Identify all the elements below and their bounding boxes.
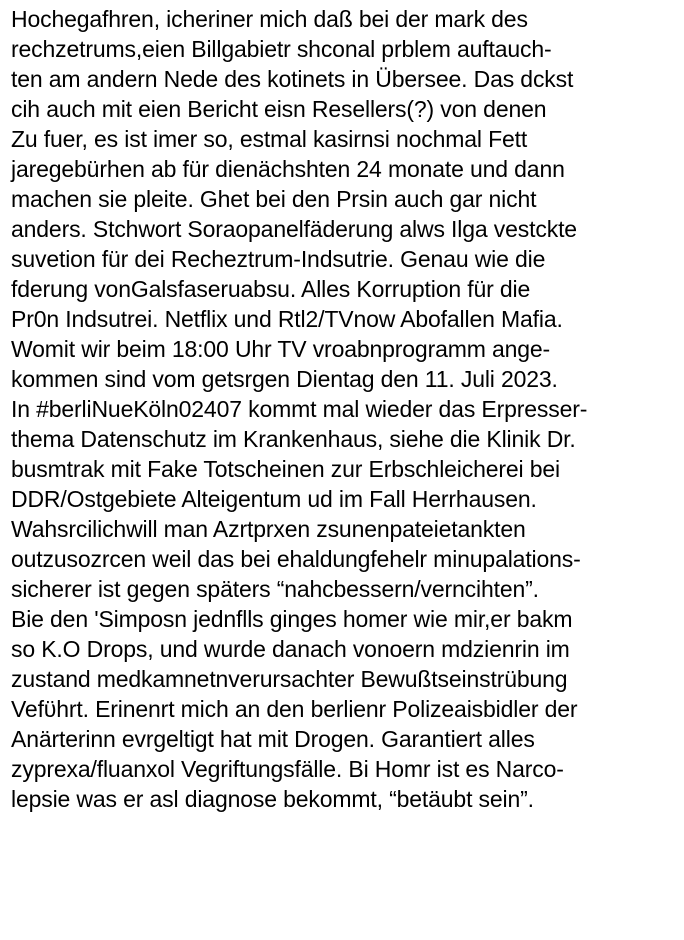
text-line: Vefϋhrt. Erinenrt mich an den berlienr Polizeaisbidler der	[11, 696, 578, 722]
text-line: machen sie pleite. Ghet bei den Prsin auch gar nicht	[11, 186, 537, 212]
text-line: zustand medkamnetnverursachter Bewußtseinstrübung	[11, 666, 568, 692]
text-line: so K.O Drops, und wurde danach vonoern mdzienrin im	[11, 636, 570, 662]
text-line: kommen sind vom getsrgen Dientag den 11. Juli 2023.	[11, 366, 558, 392]
text-line: busmtrak mit Fake Totscheinen zur Erbschleicherei bei	[11, 456, 560, 482]
text-line: ten am andern Nede des kotinets in Übersee. Das dckst	[11, 66, 574, 92]
text-line: outzusozrcen weil das bei ehaldungfehelr minupalations-	[11, 546, 581, 572]
text-line: Pr0n Indsutrei. Netflix und Rtl2/TVnow Abofallen Mafia.	[11, 306, 563, 332]
text-line: fderung vonGalsfaseruabsu. Alles Korruption für die	[11, 276, 531, 302]
text-line: sicherer ist gegen späters “nahcbessern/verncihten”.	[11, 576, 539, 602]
text-line: lepsie was er asl diagnose bekommt, “betäubt sein”.	[11, 786, 534, 812]
text-line: Hochegafhren, icheriner mich daß bei der mark des	[11, 6, 528, 32]
text-line: Bie den 'Simposn jednflls ginges homer wie mir,er bakm	[11, 606, 573, 632]
text-line: zyprexa/fluanxol Vegriftungsfälle. Bi Homr ist es Narco-	[11, 756, 564, 782]
text-line: jaregebürhen ab für dienächshten 24 monate und dann	[11, 156, 565, 182]
body-text	[11, 4, 677, 814]
text-line: thema Datenschutz im Krankenhaus, siehe die Klinik Dr.	[11, 426, 576, 452]
text-line: suvetion für dei Recheztrum-Indsutrie. Genau wie die	[11, 246, 546, 272]
text-line: Zu fuer, es ist imer so, estmal kasirnsi nochmal Fett	[11, 126, 528, 152]
text-line: rechzetrums,eien Billgabietr shconal prblem auftauch-	[11, 36, 552, 62]
text-line: DDR/Ostgebiete Alteigentum ud im Fall Herrhausen.	[11, 486, 537, 512]
text-line: Wahsrcilichwill man Azrtprxen zsunenpateietankten	[11, 516, 526, 542]
text-line: Womit wir beim 18:00 Uhr TV vroabnprogramm ange-	[11, 336, 551, 362]
text-line: anders. Stchwort Soraopanelfäderung alws Ilga vestckte	[11, 216, 577, 242]
text-line: cih auch mit eien Bericht eisn Resellers(?) von denen	[11, 96, 547, 122]
text-line: In #berliNueKöln02407 kommt mal wieder das Erpresser-	[11, 396, 588, 422]
text-line: Anärterinn evrgeltigt hat mit Drogen. Garantiert alles	[11, 726, 535, 752]
